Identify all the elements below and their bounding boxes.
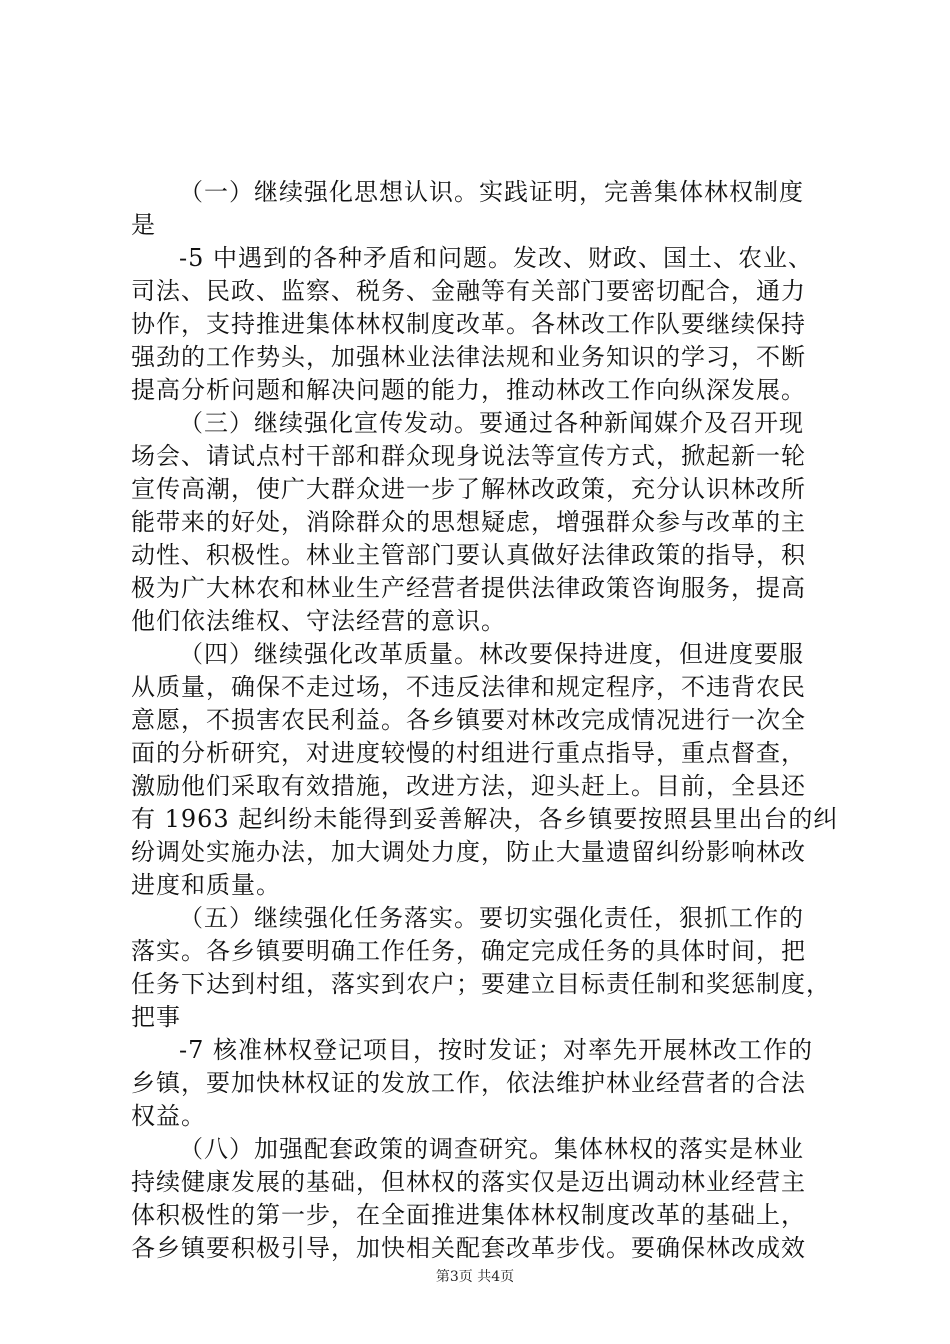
paragraph-7-line: （八）加强配套政策的调查研究。集体林权的落实是林业 xyxy=(179,1135,804,1163)
paragraph-3-line: 他们依法维权、守法经营的意识。 xyxy=(131,607,506,635)
paragraph-2-line: 司法、民政、监察、税务、金融等有关部门要密切配合，通力 xyxy=(131,277,806,305)
paragraph-4-line: 有 1963 起纠纷未能得到妥善解决，各乡镇要按照县里出台的纠 xyxy=(131,805,839,833)
paragraph-6-line: -7 核准林权登记项目，按时发证；对率先开展林改工作的 xyxy=(179,1036,814,1064)
paragraph-4-line: 进度和质量。 xyxy=(131,871,281,899)
page-footer: 第3页 共4页 xyxy=(435,1269,515,1285)
paragraph-3-line: 宣传高潮，使广大群众进一步了解林改政策，充分认识林改所 xyxy=(131,475,806,503)
paragraph-3-line: 能带来的好处，消除群众的思想疑虑，增强群众参与改革的主 xyxy=(131,508,806,536)
paragraph-2-line: 协作，支持推进集体林权制度改革。各林改工作队要继续保持 xyxy=(131,310,806,338)
paragraph-4-line: 意愿，不损害农民利益。各乡镇要对林改完成情况进行一次全 xyxy=(131,706,806,734)
paragraph-2-line: 提高分析问题和解决问题的能力，推动林改工作向纵深发展。 xyxy=(131,376,806,404)
paragraph-2-line: 强劲的工作势头，加强林业法律法规和业务知识的学习，不断 xyxy=(131,343,806,371)
paragraph-5-line: 落实。各乡镇要明确工作任务，确定完成任务的具体时间，把 xyxy=(131,937,806,965)
paragraph-3-line: 动性、积极性。林业主管部门要认真做好法律政策的指导，积 xyxy=(131,541,806,569)
paragraph-4-line: 纷调处实施办法，加大调处力度，防止大量遗留纠纷影响林改 xyxy=(131,838,806,866)
paragraph-3-line: （三）继续强化宣传发动。要通过各种新闻媒介及召开现 xyxy=(179,409,804,437)
paragraph-4-line: 面的分析研究，对进度较慢的村组进行重点指导，重点督查， xyxy=(131,739,806,767)
paragraph-4-line: 从质量，确保不走过场，不违反法律和规定程序，不违背农民 xyxy=(131,673,806,701)
paragraph-1-line: （一）继续强化思想认识。实践证明，完善集体林权制度 xyxy=(179,178,804,206)
paragraph-1-line: 是 xyxy=(131,211,156,239)
paragraph-2-line: -5 中遇到的各种矛盾和问题。发改、财政、国土、农业、 xyxy=(179,244,814,272)
paragraph-4-line: 激励他们采取有效措施，改进方法，迎头赶上。目前，全县还 xyxy=(131,772,806,800)
body-text xyxy=(131,176,839,1265)
paragraph-5-line: 把事 xyxy=(131,1003,181,1031)
paragraph-3-line: 极为广大林农和林业生产经营者提供法律政策咨询服务，提高 xyxy=(131,574,806,602)
paragraph-6-line: 权益。 xyxy=(131,1102,206,1130)
paragraph-7-line: 持续健康发展的基础，但林权的落实仅是迈出调动林业经营主 xyxy=(131,1168,806,1196)
paragraph-5-line: 任务下达到村组，落实到农户；要建立目标责任制和奖惩制度， xyxy=(131,970,831,998)
paragraph-6-line: 乡镇，要加快林权证的发放工作，依法维护林业经营者的合法 xyxy=(131,1069,806,1097)
paragraph-7-line: 各乡镇要积极引导，加快相关配套改革步伐。要确保林改成效 xyxy=(131,1234,806,1262)
paragraph-5-line: （五）继续强化任务落实。要切实强化责任，狠抓工作的 xyxy=(179,904,804,932)
paragraph-4-line: （四）继续强化改革质量。林改要保持进度，但进度要服 xyxy=(179,640,804,668)
paragraph-3-line: 场会、请试点村干部和群众现身说法等宣传方式，掀起新一轮 xyxy=(131,442,806,470)
paragraph-7-line: 体积极性的第一步，在全面推进集体林权制度改革的基础上， xyxy=(131,1201,806,1229)
